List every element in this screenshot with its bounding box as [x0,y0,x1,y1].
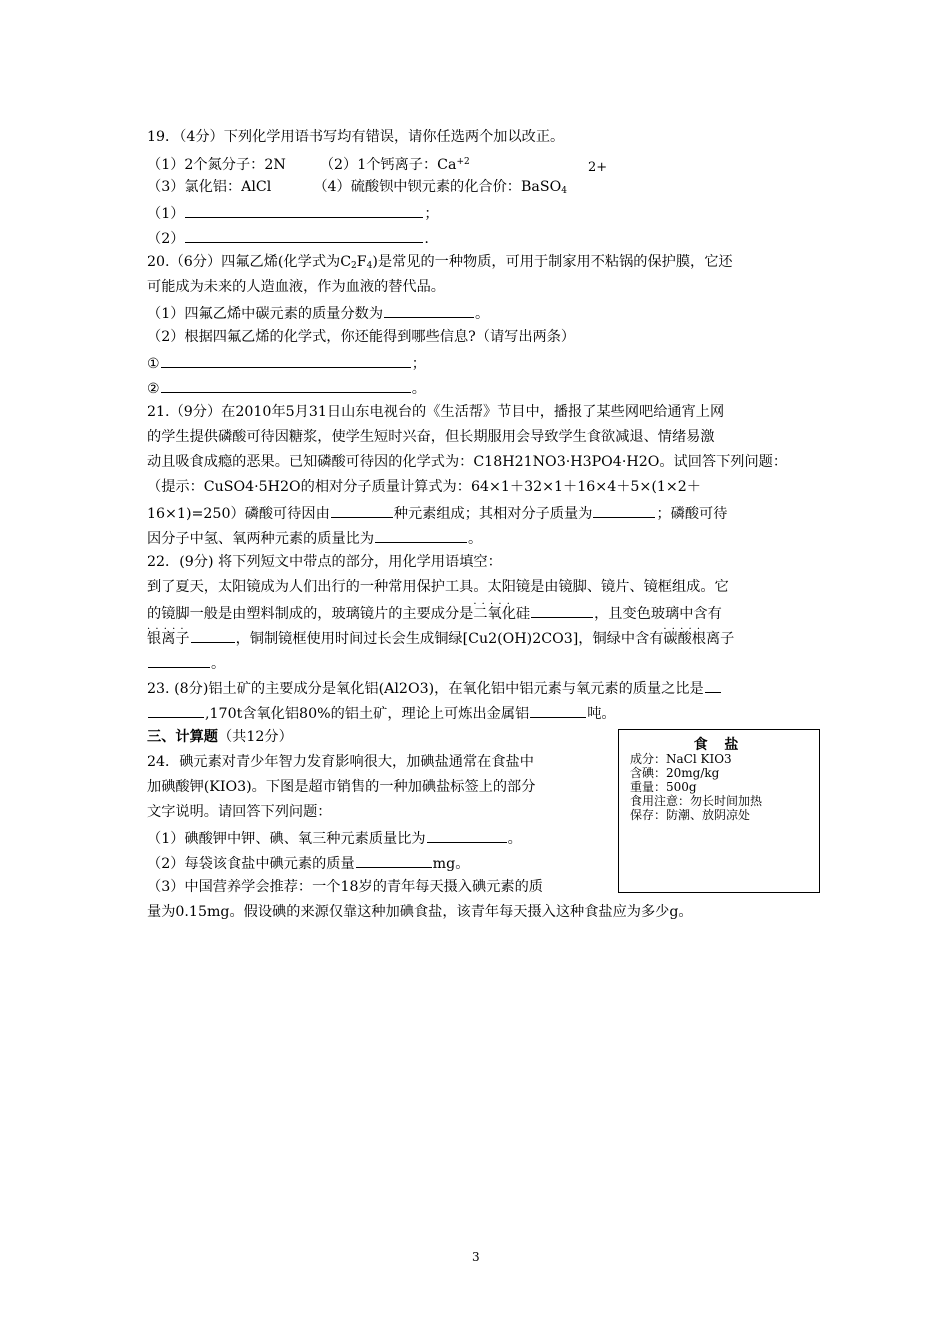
q24-sub2-end: mg。 [432,856,470,872]
q19-answer1-end: ； [424,206,439,222]
section3-title: 三、计算题 [147,729,218,745]
q19-answer1-blank[interactable] [185,203,423,218]
salt-label-storage: 保存：防潮、放阴凉处 [630,808,751,822]
q20-line2: 可能成为未来的人造血液，作为血液的替代品。 [147,279,445,295]
q20-sub2: 4 [366,261,373,271]
q23-line2 [147,703,616,723]
salt-label-weight: 重量：500g [630,780,697,794]
q21-line5-a: 16×1)=250）磷酸可待因由 [147,506,330,522]
q20-text-c: )是常见的一种物质，可用于制家用不粘锅的保护膜，它还 [372,254,733,270]
q19-answer2-end: . [424,231,429,247]
q22-dotted-silica: 二氧化硅 · · · [473,605,530,623]
q20-sub1: 2 [351,261,357,271]
q24-last-line: 量为0.15mg。假设碘的来源仅靠这种加碘食盐，该青年每天摄入这种食盐应为多少g。 [147,904,693,920]
q21-blank-ratio[interactable] [375,528,467,543]
q20-answer1 [147,353,426,373]
q20-ans1-blank[interactable] [161,353,411,368]
q20-text-b: F [356,254,367,270]
q23-blank-ratio-b[interactable] [148,703,204,718]
q20-answer2 [147,378,426,398]
q21-blank-mass[interactable] [593,503,655,518]
q22-line4-end: 。 [211,656,226,672]
q22-line2-b: ，且变色玻璃中含有 [594,606,722,622]
q21-line6-a: 因分子中氢、氧两种元素的质量比为 [147,531,375,547]
q20-ans2-end: 。 [411,381,426,397]
q21-line2: 的学生提供磷酸可待因糖浆，使学生短时兴奋，但长期服用会导致学生食欲减退、情绪易激 [147,429,715,445]
salt-label-ingredients: 成分：NaCl KIO3 [630,752,732,766]
q22-line2-a: 的镜脚一般是由塑料制成的，玻璃镜片的主要成分是 [147,606,474,622]
q20-ans1-label: ① [147,356,160,372]
q24-line1: 24．碘元素对青少年智力发育影响很大，加碘盐通常在食盐中 [147,754,534,770]
q24-sub2-text: （2）每袋该食盐中碘元素的质量 [147,856,355,872]
q21-line4: （提示：CuSO4·5H2O的相对分子质量计算式为：64×1＋32×1＋16×4＋5×(1×2＋ [147,479,701,495]
q22-line2 [147,603,722,623]
q21-blank-elements[interactable] [331,503,393,518]
q24-line2: 加碘酸钾(KIO3)。下图是超市销售的一种加碘盐标签上的部分 [147,779,536,795]
q21-line6-end: 。 [468,531,483,547]
q22-blank-carbonate[interactable] [148,653,210,668]
salt-label-box [618,729,820,893]
q24-sub1-row [147,828,522,848]
q20-sub1-text: （1）四氟乙烯中碳元素的质量分数为 [147,306,384,322]
q21-line5-b: 种元素组成；其相对分子质量为 [393,506,593,522]
q19-answer2-label: （2） [147,231,185,247]
q19-item4-sub: 4 [561,186,567,196]
q21-line5-c: ；磷酸可待 [656,506,728,522]
q19-item2: （2）1个钙离子：Ca [319,157,457,173]
q20-sub1-end: 。 [475,306,490,322]
q19-item2-sup: +2 [456,157,470,167]
q21-line6 [147,528,482,548]
q24-sub2-row [147,853,469,873]
q24-sub1-text: （1）碘酸钾中钾、碘、氧三种元素质量比为 [147,831,426,847]
q23-line2-b: 吨。 [587,706,616,722]
q24-sub1-blank[interactable] [427,828,507,843]
q19-row2 [147,178,567,200]
q19-item4: （4）硫酸钡中钡元素的化合价：BaSO [313,179,562,195]
q19-title: 19．（4分）下列化学用语书写均有错误，请你任选两个加以改正。 [147,129,565,145]
q22-blank-silica[interactable] [531,603,593,618]
q24-sub2-blank[interactable] [356,853,432,868]
q19-answer2-blank[interactable] [185,228,423,243]
section3-points: （共12分） [217,729,293,745]
q23-line1-text: 23. (8分)铝土矿的主要成分是氧化铝(Al2O3)，在氧化铝中铝元素与氧元素的质量之比是 [147,681,704,697]
q23-line1 [147,678,722,698]
q24-sub3-row: （3）中国营养学会推荐：一个18岁的青年每天摄入碘元素的质 [147,879,543,895]
q20-sub1-blank[interactable] [384,303,474,318]
q23-line2-a: ,170t含氧化铝80%的铝土矿，理论上可炼出金属铝 [205,706,530,722]
q20-text-a: 20.（6分）四氟乙烯(化学式为C [147,254,352,270]
q22-line3 [147,628,734,648]
q22-title: 22．(9分) 将下列短文中带点的部分，用化学用语填空： [147,554,502,570]
q20-ans1-end: ； [411,356,426,372]
q22-dotted-carbonate: 碳酸根离子 · · · [663,630,734,648]
q21-line3: 动且吸食成瘾的恶果。已知磷酸可待因的化学式为：C18H21NO3·H3PO4·H2O。试回答下列问题： [147,454,788,470]
q20-sub1-row [147,303,489,323]
q19-charge-label: 2+ [588,160,608,175]
q23-blank-ratio-a[interactable] [705,678,721,693]
q24-line3: 文字说明。请回答下列问题： [147,804,332,820]
salt-label-title: 食 盐 [693,737,745,753]
q21-line1: 21.（9分）在2010年5月31日山东电视台的《生活帮》节目中，播报了某些网吧给通宵上网 [147,404,725,420]
q19-row1 [147,153,470,174]
q20-ans2-blank[interactable] [161,378,411,393]
section3-header [147,728,293,746]
q19-item1: （1）2个氮分子：2N [147,157,286,173]
salt-label-note: 食用注意：勿长时间加热 [630,794,763,808]
q19-item3: （3）氯化铝：AlCl [147,179,272,195]
q19-answer1 [147,203,439,223]
q22-line1: 到了夏天，太阳镜成为人们出行的一种常用保护工具。太阳镜是由镜脚、镜片、镜框组成。它 [147,579,729,595]
q22-line4 [147,653,225,673]
q22-line3-b: ，铜制镜框使用时间过长会生成铜绿[Cu2(OH)2CO3]，铜绿中含有 [235,631,664,647]
q22-blank-silver[interactable] [191,628,235,643]
salt-label-iodine: 含碘：20mg/kg [630,766,720,780]
q19-answer1-label: （1） [147,206,185,222]
q22-dotted-silver-ion: 银离子 · · · [147,630,190,648]
q23-blank-aluminum[interactable] [530,703,586,718]
q20-ans2-label: ② [147,381,160,397]
page-number: 3 [472,1250,480,1264]
q21-line5 [147,503,727,523]
q19-answer2 [147,228,429,248]
q20-line1 [147,253,733,275]
q20-sub2-row: （2）根据四氟乙烯的化学式，你还能得到哪些信息?（请写出两条） [147,329,576,345]
q24-sub1-end: 。 [507,831,522,847]
